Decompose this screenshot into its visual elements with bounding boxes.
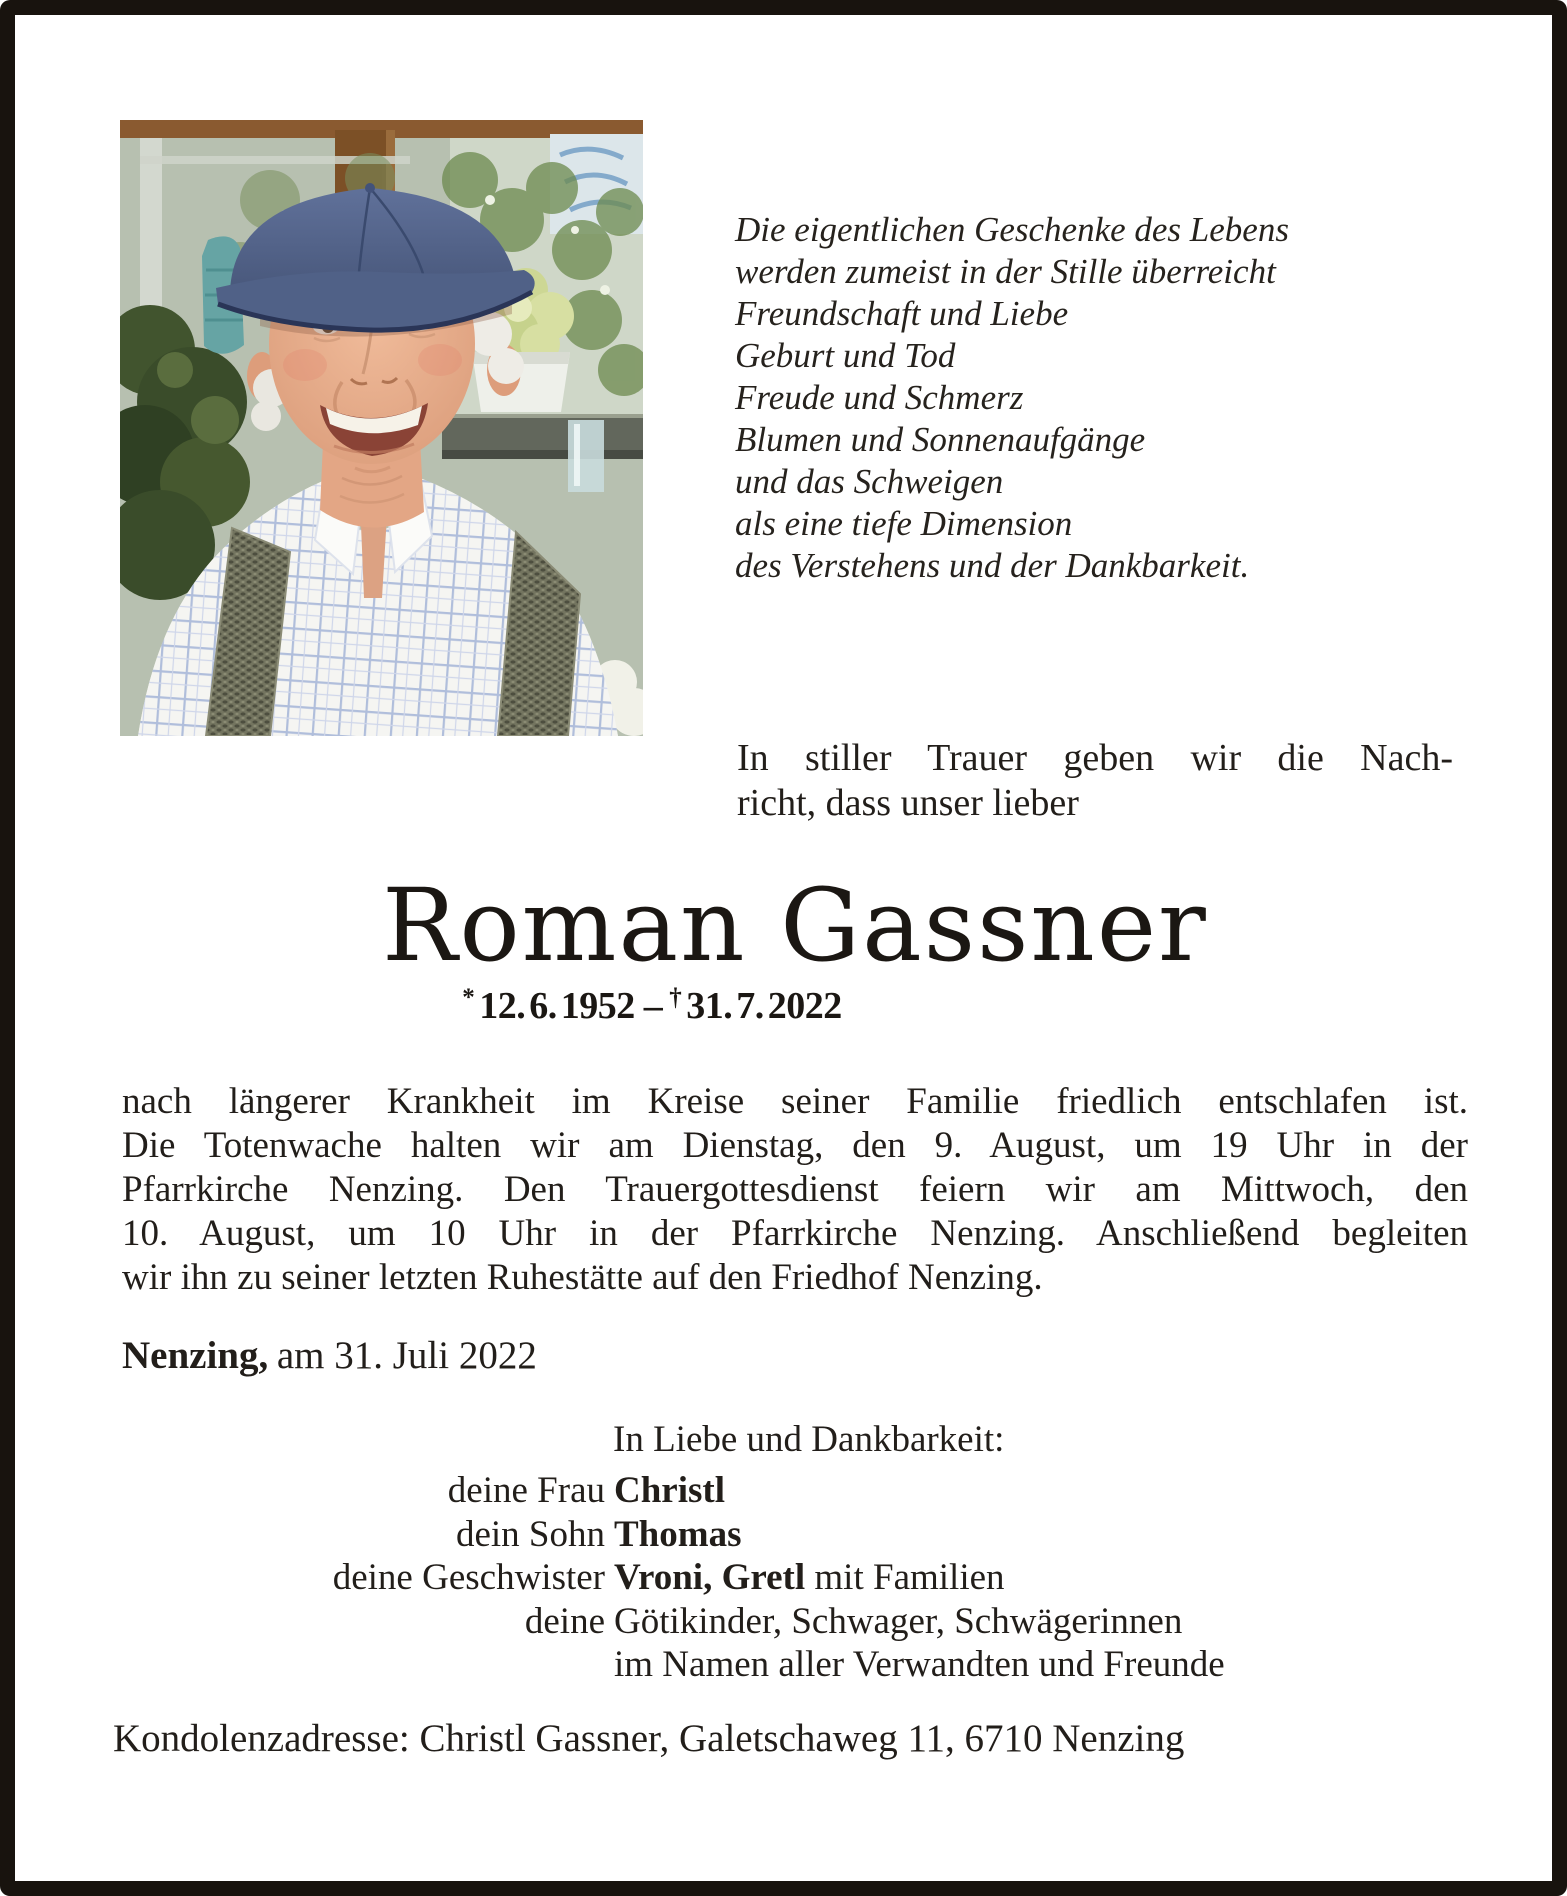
life-dates bbox=[122, 984, 1182, 1028]
birth-symbol: * bbox=[462, 984, 475, 1011]
family-row bbox=[122, 1469, 1468, 1513]
family-name-suffix: mit Familien bbox=[805, 1557, 1005, 1598]
family-names bbox=[614, 1643, 1468, 1687]
poem-line: als eine tiefe Dimension bbox=[735, 504, 1073, 543]
family-name-bold: Christl bbox=[614, 1470, 725, 1511]
poem bbox=[735, 209, 1375, 587]
family-row bbox=[122, 1643, 1468, 1687]
family-name-suffix: Götikinder, Schwager, Schwägerinnen bbox=[614, 1600, 1183, 1642]
family-relation: deine Geschwister bbox=[332, 1557, 605, 1598]
dates-separator: – bbox=[643, 985, 663, 1027]
portrait-illustration bbox=[120, 120, 643, 736]
family-names bbox=[614, 1600, 1468, 1644]
family-list bbox=[122, 1469, 1468, 1687]
cheek-left bbox=[283, 349, 327, 381]
family-names bbox=[614, 1556, 1468, 1600]
death-date: 31. 7. 2022 bbox=[686, 985, 842, 1027]
family-relation bbox=[122, 1643, 605, 1687]
family-names bbox=[614, 1469, 1468, 1513]
portrait-photo bbox=[120, 120, 643, 736]
announcement-line: nach längerer Krankheit im Kreise seiner Familie friedlich entschlafen ist. bbox=[122, 1081, 1468, 1122]
family-name-suffix: im Namen aller Verwandten und Freunde bbox=[614, 1644, 1225, 1685]
announcement-line: 10. August, um 10 Uhr in der Pfarrkirche Nenzing. Anschließend begleiten bbox=[122, 1213, 1468, 1254]
family-row bbox=[122, 1556, 1468, 1600]
family-row bbox=[122, 1600, 1468, 1644]
shelf bbox=[442, 416, 643, 450]
water-glass bbox=[568, 420, 604, 492]
condolence-address: Kondolenzadresse: Christl Gassner, Galetschaweg 11, 6710 Nenzing bbox=[113, 1717, 1185, 1760]
announcement-line: Pfarrkirche Nenzing. Den Trauergottesdienst feiern wir am Mittwoch, den bbox=[122, 1169, 1468, 1210]
announcement-text bbox=[122, 1080, 1468, 1300]
poem-line: Freude und Schmerz bbox=[735, 378, 1024, 417]
family-relation: deine bbox=[524, 1600, 605, 1642]
poem-line: Geburt und Tod bbox=[735, 336, 956, 375]
dateline bbox=[122, 1333, 537, 1378]
family-row bbox=[122, 1513, 1468, 1557]
cheek-right bbox=[418, 344, 462, 376]
poem-line: Freundschaft und Liebe bbox=[735, 294, 1069, 333]
closing-heading: In Liebe und Dankbarkeit: bbox=[613, 1419, 1005, 1460]
announcement-line: wir ihn zu seiner letzten Ruhestätte auf den Friedhof Nenzing. bbox=[122, 1257, 1043, 1298]
poem-line: Die eigentlichen Geschenke des Lebens bbox=[735, 210, 1289, 249]
poem-line: und das Schweigen bbox=[735, 462, 1004, 501]
family-relation: deine Frau bbox=[447, 1470, 605, 1511]
poem-line: werden zumeist in der Stille überreicht bbox=[735, 252, 1276, 291]
announcement-line: Die Totenwache halten wir am Dienstag, den 9. August, um 19 Uhr in der bbox=[122, 1125, 1468, 1166]
death-symbol: † bbox=[669, 984, 682, 1011]
family-name-bold: Thomas bbox=[614, 1513, 742, 1555]
poem-line: des Verstehens und der Dankbarkeit. bbox=[735, 546, 1250, 585]
poem-line: Blumen und Sonnenaufgänge bbox=[735, 420, 1146, 459]
dateline-place: Nenzing, bbox=[122, 1334, 269, 1377]
family-relation: dein Sohn bbox=[455, 1513, 605, 1555]
dateline-date: am 31. Juli 2022 bbox=[276, 1334, 537, 1377]
intro-text bbox=[737, 736, 1453, 826]
family-name-bold: Vroni, Gretl bbox=[614, 1557, 806, 1598]
intro-line: richt, dass unser lieber bbox=[737, 782, 1079, 824]
birth-date: 12. 6. 1952 bbox=[479, 985, 635, 1027]
family-names bbox=[614, 1513, 1468, 1557]
intro-line: In stiller Trauer geben wir die Nach- bbox=[737, 737, 1453, 779]
deceased-name: Roman Gassner bbox=[382, 867, 1208, 984]
